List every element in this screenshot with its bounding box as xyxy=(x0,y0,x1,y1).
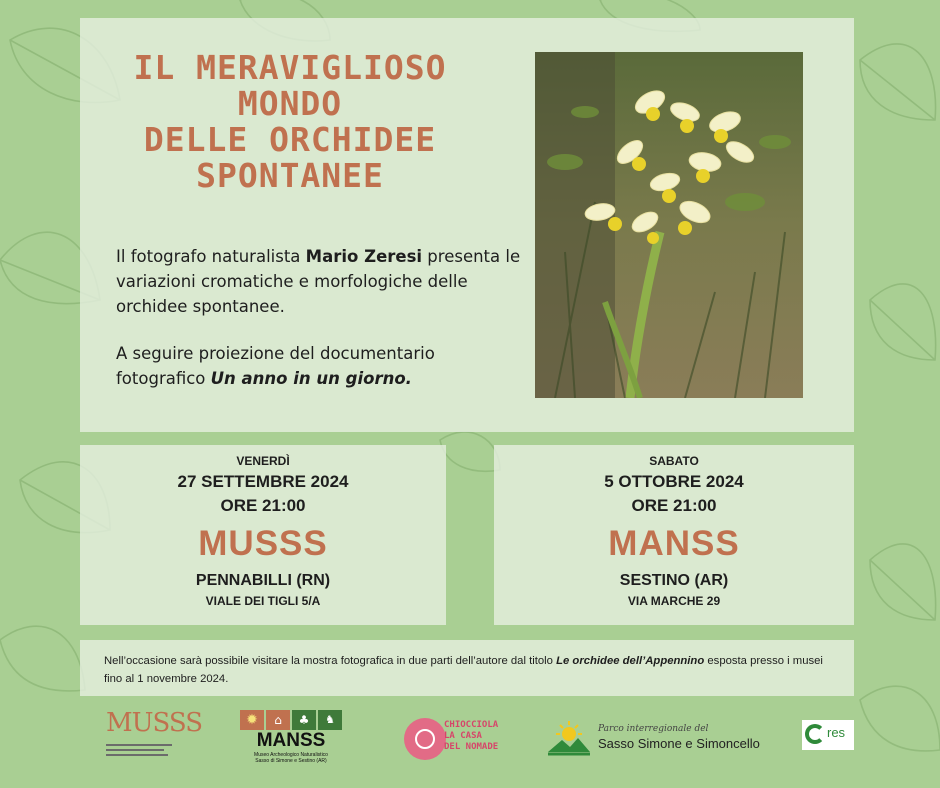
note-pre: Nell’occasione sarà possibile visitare la mostra fotografica in due parti dell’autore dal titolo xyxy=(104,655,557,667)
event-day: VENERDÌ xyxy=(236,454,290,468)
musss-logo xyxy=(106,708,203,768)
title-line-3: DELLE ORCHIDEE xyxy=(143,120,437,159)
event-venue: MUSSS xyxy=(198,524,328,563)
note-post: esposta presso i musei fino al 1 novembre 2024. xyxy=(104,655,823,685)
chiocciola-line-2: LA CASA xyxy=(444,731,482,741)
intro-p1-post: presenta le variazioni cromatiche e morfologiche delle orchidee spontanee. xyxy=(116,247,521,316)
chiocciola-line-1: CHIOCCIOLA xyxy=(444,720,499,730)
snail-icon xyxy=(404,718,446,760)
musss-logo-text: MUSSS xyxy=(106,708,203,738)
title-line-4: SPONTANEE xyxy=(196,156,384,195)
event-musss xyxy=(80,452,446,610)
photographer-name: Mario Zeresi xyxy=(305,247,423,266)
event-city: SESTINO (AR) xyxy=(619,572,729,589)
manss-logo-icons xyxy=(240,710,342,730)
intro-p2-pre: A seguire proiezione del documentario fotografico xyxy=(116,344,435,388)
intro-paragraph-1 xyxy=(116,244,526,319)
event-day: SABATO xyxy=(649,454,699,468)
event-street: VIA MARCHE 29 xyxy=(627,594,721,608)
event-manss xyxy=(494,452,854,610)
animal-icon: ♞ xyxy=(318,710,342,730)
orchid-photo xyxy=(535,52,803,398)
title-line-1: IL MERAVIGLIOSO xyxy=(133,48,447,87)
res-logo-text: res xyxy=(827,725,846,740)
chiocciola-line-3: DEL NOMADE xyxy=(444,742,499,752)
poster-title xyxy=(110,50,470,194)
sun-icon: ✹ xyxy=(240,710,264,730)
documentary-title: Un anno in un giorno. xyxy=(210,369,412,388)
tree-icon: ♣ xyxy=(292,710,316,730)
res-logo-icon xyxy=(805,724,825,744)
manss-logo xyxy=(240,710,342,768)
event-time: ORE 21:00 xyxy=(631,496,717,515)
exhibition-title: Le orchidee dell’Appennino xyxy=(556,655,705,667)
exhibition-note xyxy=(104,652,844,688)
intro-p1-pre: Il fotografo naturalista xyxy=(116,247,306,266)
event-time: ORE 21:00 xyxy=(220,496,306,515)
manss-logo-sub1: Museo Archeologico Naturalistico xyxy=(254,752,328,758)
chiocciola-logo xyxy=(404,718,516,760)
event-street: VIALE DEI TIGLI 5/A xyxy=(205,594,321,608)
mountain-icon xyxy=(546,720,592,760)
manss-logo-text: MANSS xyxy=(256,730,326,751)
title-line-2: MONDO xyxy=(237,84,343,123)
chiocciola-logo-text xyxy=(444,720,498,753)
manss-logo-sub2: Sasso di Simone e Sestino (AR) xyxy=(255,758,327,764)
event-date: 27 SETTEMBRE 2024 xyxy=(177,472,349,491)
event-date: 5 OTTOBRE 2024 xyxy=(604,472,744,491)
event-city: PENNABILLI (RN) xyxy=(195,572,331,589)
event-venue: MANSS xyxy=(608,524,740,563)
intro-paragraph-2 xyxy=(116,341,526,391)
parco-line-1: Parco interregionale del xyxy=(598,724,709,734)
res-logo xyxy=(802,720,854,750)
house-icon: ⌂ xyxy=(266,710,290,730)
parco-line-2: Sasso Simone e Simoncello xyxy=(598,736,760,751)
musss-logo-fineprint xyxy=(106,744,176,756)
intro-text xyxy=(116,244,526,413)
parco-logo xyxy=(546,720,772,762)
